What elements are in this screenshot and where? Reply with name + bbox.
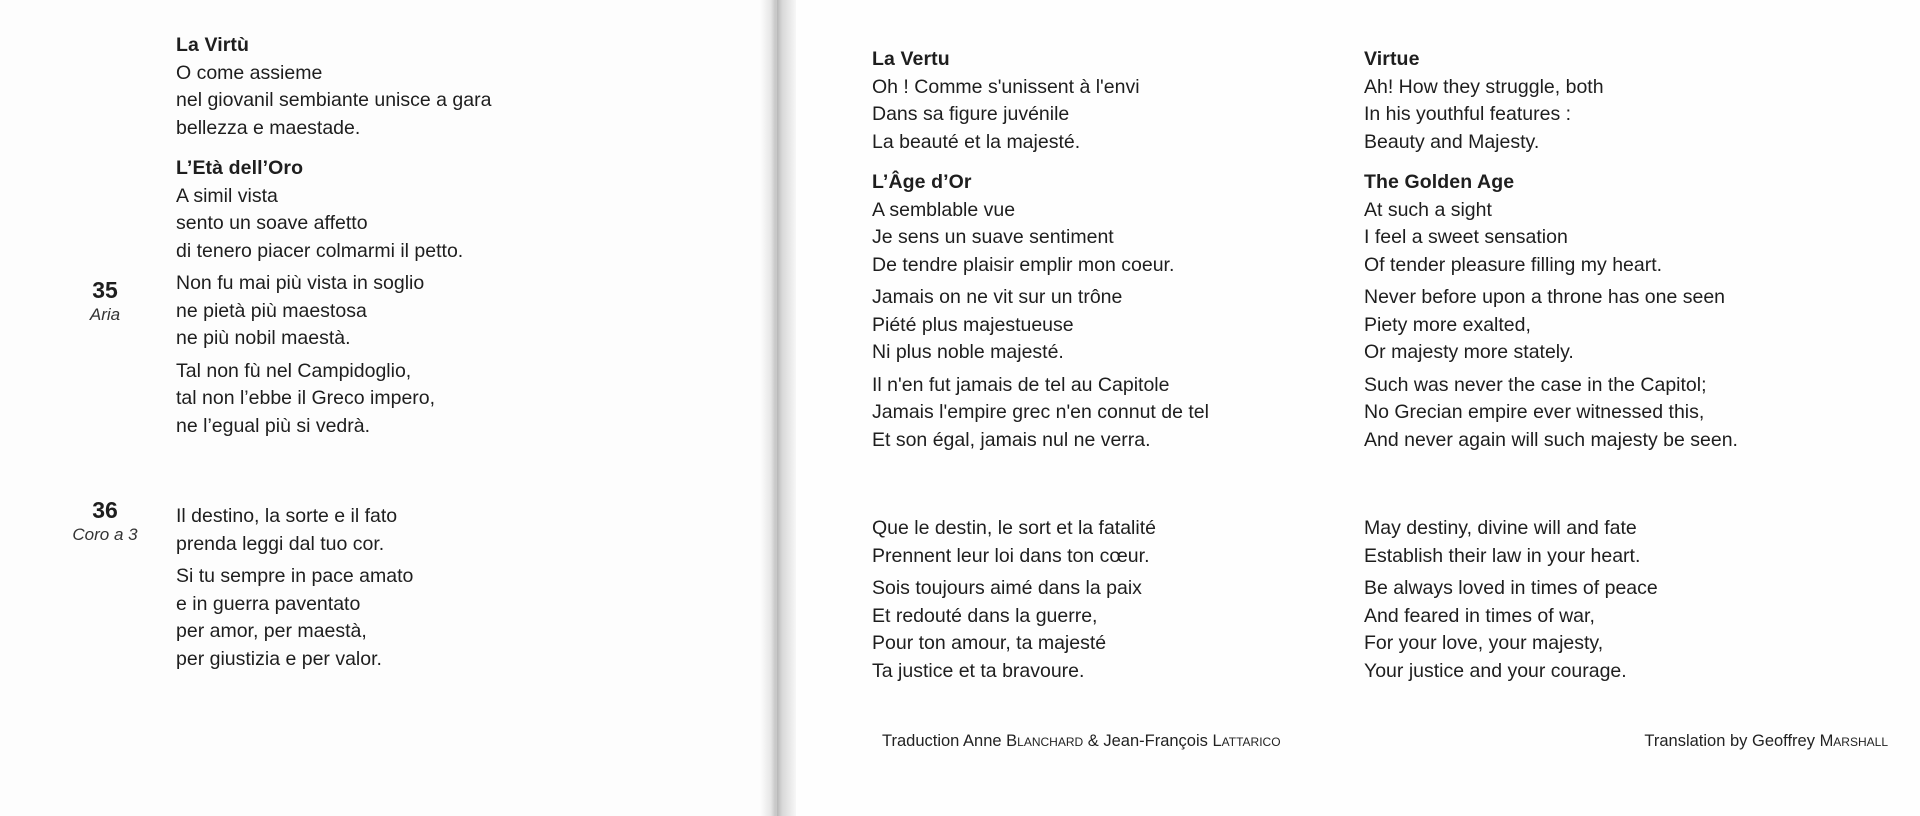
verse-line: ne più nobil maestà. <box>176 327 351 349</box>
verse-line: prenda leggi dal tuo cor. <box>176 532 385 555</box>
verse-line: Piety more exalted, <box>1364 313 1531 336</box>
number: 36 <box>92 497 118 523</box>
verse-line: For your love, your majesty, <box>1364 632 1604 654</box>
speaker-heading: La Virtù <box>176 34 250 56</box>
verse-line: In his youthful features : <box>1364 103 1572 125</box>
verse-line: A simil vista <box>176 184 278 207</box>
stanza-coro-2 <box>872 575 1332 685</box>
stanza-aria-2 <box>872 372 1332 455</box>
translator-surname: Blanchard <box>1006 732 1084 750</box>
verse-line: Beauty and Majesty. <box>1364 130 1540 153</box>
verse-line: per giustizia e per valor. <box>176 647 382 670</box>
verse-line: Jamais on ne vit sur un trône <box>872 286 1123 308</box>
speaker-heading: L’Età dell’Oro <box>176 157 304 179</box>
verse-line: ne pietà più maestosa <box>176 299 367 322</box>
number-label: Aria <box>89 305 121 324</box>
verse-line: O come assieme <box>176 61 323 84</box>
verse-line: Or majesty more stately. <box>1364 341 1574 363</box>
verse-line: Of tender pleasure filling my heart. <box>1364 253 1663 276</box>
verse-line: Il n'en fut jamais de tel au Capitole <box>872 373 1170 396</box>
translator-surname: Marshall <box>1819 732 1888 750</box>
verse-line: Jamais l'empire grec n'en connut de tel <box>872 401 1209 423</box>
verse-line: ne l’egual più si vedrà. <box>176 414 371 437</box>
verse-line: Prennent leur loi dans ton cœur. <box>872 544 1150 567</box>
number-label: Coro a 3 <box>72 525 138 544</box>
verse-line: Sois toujours aimé dans la paix <box>872 577 1142 599</box>
verse-line: Tal non fù nel Campidoglio, <box>176 359 412 382</box>
verse-line: Que le destin, le sort et la fatalité <box>872 517 1156 539</box>
stanza-virtue <box>1364 46 1884 156</box>
verse-line: di tenero piacer colmarmi il petto. <box>176 239 464 262</box>
verse-line: Si tu sempre in pace amato <box>176 565 414 587</box>
stanza-aria-1 <box>872 284 1332 367</box>
credit-text: Traduction Anne <box>882 732 1007 750</box>
verse-line: nel giovanil sembiante unisce a gara <box>176 89 492 111</box>
verse-line: Piété plus majestueuse <box>872 313 1074 336</box>
verse-line: Dans sa figure juvénile <box>872 103 1070 125</box>
stanza-age-or <box>872 169 1332 279</box>
french-text-column <box>872 46 1332 690</box>
verse-line: Your justice and your courage. <box>1364 659 1627 682</box>
verse-line: De tendre plaisir emplir mon coeur. <box>872 253 1175 276</box>
verse-line: Ta justice et ta bravoure. <box>872 659 1085 682</box>
verse-line: And never again will such majesty be seen. <box>1364 428 1738 451</box>
stanza-aria-1 <box>176 270 696 353</box>
gutter-fold-line <box>775 0 777 816</box>
verse-line: La beauté et la majesté. <box>872 130 1081 153</box>
stanza-coro-1 <box>872 515 1332 570</box>
verse-line: e in guerra paventato <box>176 592 361 615</box>
verse-line: Et son égal, jamais nul ne verra. <box>872 428 1151 451</box>
verse-line: And feared in times of war, <box>1364 604 1595 627</box>
verse-line: Ni plus noble majesté. <box>872 341 1064 363</box>
french-translation-credit <box>882 732 1281 751</box>
stanza-golden-age <box>1364 169 1884 279</box>
verse-line: Establish their law in your heart. <box>1364 544 1641 567</box>
speaker-heading: La Vertu <box>872 48 950 70</box>
translator-surname: Lattarico <box>1212 732 1281 750</box>
verse-line: Je sens un suave sentiment <box>872 226 1114 248</box>
speaker-heading: Virtue <box>1364 48 1420 70</box>
speaker-heading: The Golden Age <box>1364 171 1515 193</box>
verse-line: bellezza e maestade. <box>176 116 361 139</box>
verse-line: Et redouté dans la guerre, <box>872 604 1098 627</box>
verse-line: Never before upon a throne has one seen <box>1364 286 1726 308</box>
book-gutter <box>760 0 796 816</box>
italian-text-column <box>176 32 696 678</box>
stanza-coro-2 <box>176 563 696 673</box>
verse-line: At such a sight <box>1364 198 1492 221</box>
stanza-vertu <box>872 46 1332 156</box>
verse-line: No Grecian empire ever witnessed this, <box>1364 401 1705 423</box>
verse-line: Pour ton amour, ta majesté <box>872 632 1107 654</box>
stanza-aria-2 <box>1364 372 1884 455</box>
credit-text: & Jean-François <box>1083 732 1213 750</box>
verse-line: per amor, per maestà, <box>176 620 367 642</box>
english-translation-credit <box>1644 732 1888 751</box>
stanza-aria-2 <box>176 358 696 441</box>
verse-line: A semblable vue <box>872 198 1016 221</box>
verse-line: May destiny, divine will and fate <box>1364 517 1637 539</box>
stanza-eta-oro <box>176 155 696 265</box>
verse-line: Oh ! Comme s'unissent à l'envi <box>872 75 1140 98</box>
number-marker-35 <box>50 276 160 326</box>
speaker-heading: L’Âge d’Or <box>872 171 972 193</box>
verse-line: Non fu mai più vista in soglio <box>176 272 425 294</box>
stanza-aria-1 <box>1364 284 1884 367</box>
credit-text: Translation by Geoffrey <box>1644 732 1820 750</box>
stanza-virtu <box>176 32 696 142</box>
english-text-column <box>1364 46 1884 690</box>
stanza-coro-1 <box>176 503 696 558</box>
verse-line: Ah! How they struggle, both <box>1364 75 1604 98</box>
verse-line: Be always loved in times of peace <box>1364 577 1658 599</box>
stanza-coro-2 <box>1364 575 1884 685</box>
verse-line: Il destino, la sorte e il fato <box>176 505 398 527</box>
stanza-coro-1 <box>1364 515 1884 570</box>
verse-line: I feel a sweet sensation <box>1364 226 1568 248</box>
number-marker-36 <box>50 496 160 546</box>
verse-line: Such was never the case in the Capitol; <box>1364 373 1707 396</box>
number: 35 <box>92 277 118 303</box>
verse-line: tal non l’ebbe il Greco impero, <box>176 387 436 409</box>
verse-line: sento un soave affetto <box>176 212 368 234</box>
